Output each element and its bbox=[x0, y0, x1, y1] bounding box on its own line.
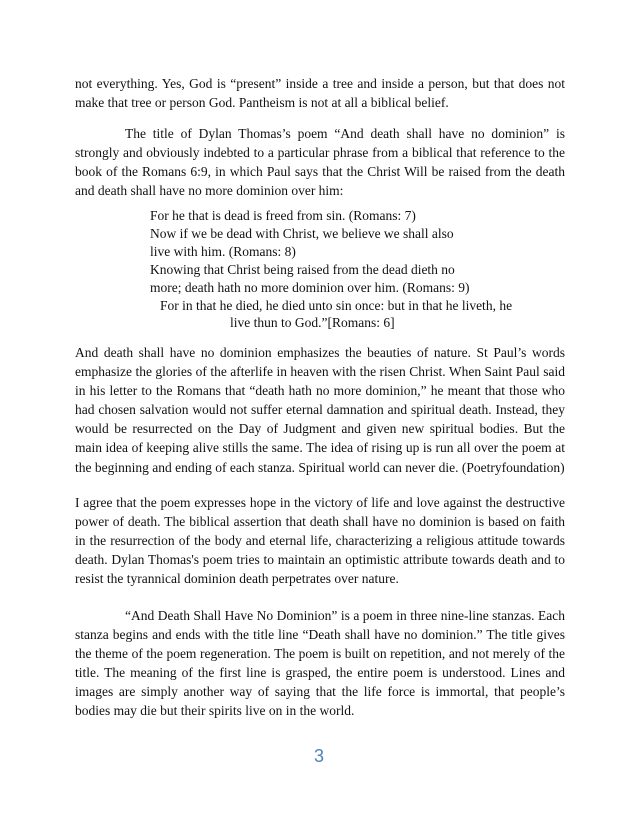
paragraph-nature bbox=[75, 343, 565, 477]
paragraph-title-origin bbox=[75, 124, 565, 200]
quote-line: Now if we be dead with Christ, we believe we shall also bbox=[150, 225, 454, 241]
paragraph-structure bbox=[75, 606, 565, 721]
paragraph-text: “And Death Shall Have No Dominion” is a poem in three nine-line stanzas. Each stanza begins and ends with the title line “Death shall have no dominion.” The title gives the theme of the poem regeneration. The poem is built on repetition, and not merely of the title. The meaning of the first line is grasped, the entire poem is understood. Lines and images are simply another way of saying that the life force is immortal, that people’s bodies may die but their spirits live on in the world. bbox=[75, 608, 565, 719]
paragraph-text: The title of Dylan Thomas’s poem “And death shall have no dominion” is strongly and obviously indebted to a particular phrase from a biblical that reference to the book of the Romans 6:9, in which Paul says that the Christ Will be raised from the death and death shall have no more dominion over him: bbox=[75, 126, 565, 199]
quote-line: more; death hath no more dominion over him. (Romans: 9) bbox=[150, 279, 470, 295]
page-number: 3 bbox=[313, 746, 324, 766]
paragraph-text: And death shall have no dominion emphasizes the beauties of nature. St Paul’s words emphasize the glories of the afterlife in heaven with the risen Christ. When Saint Paul said in his letter to the Romans that “death hath no more dominion,” he meant that those who had chosen salvation would not suffer eternal damnation and spiritual death. Instead, they would be resurrected on the Day of Judgment and given new spiritual bodies. But the main idea of keeping alive stills the same. The idea of rising up is run all over the poem at the beginning and ending of each stanza. Spiritual world can never die. (Poetryfoundation) bbox=[75, 345, 565, 475]
quote-line: live thun to God.”[Romans: 6] bbox=[230, 315, 395, 331]
paragraph-pantheism bbox=[75, 74, 565, 112]
romans-quote bbox=[150, 207, 570, 332]
paragraph-text: not everything. Yes, God is “present” inside a tree and inside a person, but that does not make that tree or person God. Pantheism is not at all a biblical belief. bbox=[75, 76, 565, 111]
quote-line: live with him. (Romans: 8) bbox=[150, 243, 296, 259]
quote-line: For he that is dead is freed from sin. (Romans: 7) bbox=[150, 208, 416, 223]
quote-line: For in that he died, he died unto sin once: but in that he liveth, he bbox=[160, 297, 513, 313]
paragraph-text: I agree that the poem expresses hope in the victory of life and love against the destructive power of death. The biblical assertion that death shall have no dominion is based on faith in the resurrection of the body and eternal life, characterizing a religious attitude towards death. Dylan Thomas's poem tries to maintain an optimistic attribute towards death and to resist the tyrannical dominion death perpetrates over nature. bbox=[75, 495, 565, 587]
paragraph-agreement bbox=[75, 493, 565, 588]
quote-line: Knowing that Christ being raised from the dead dieth no bbox=[150, 261, 455, 277]
